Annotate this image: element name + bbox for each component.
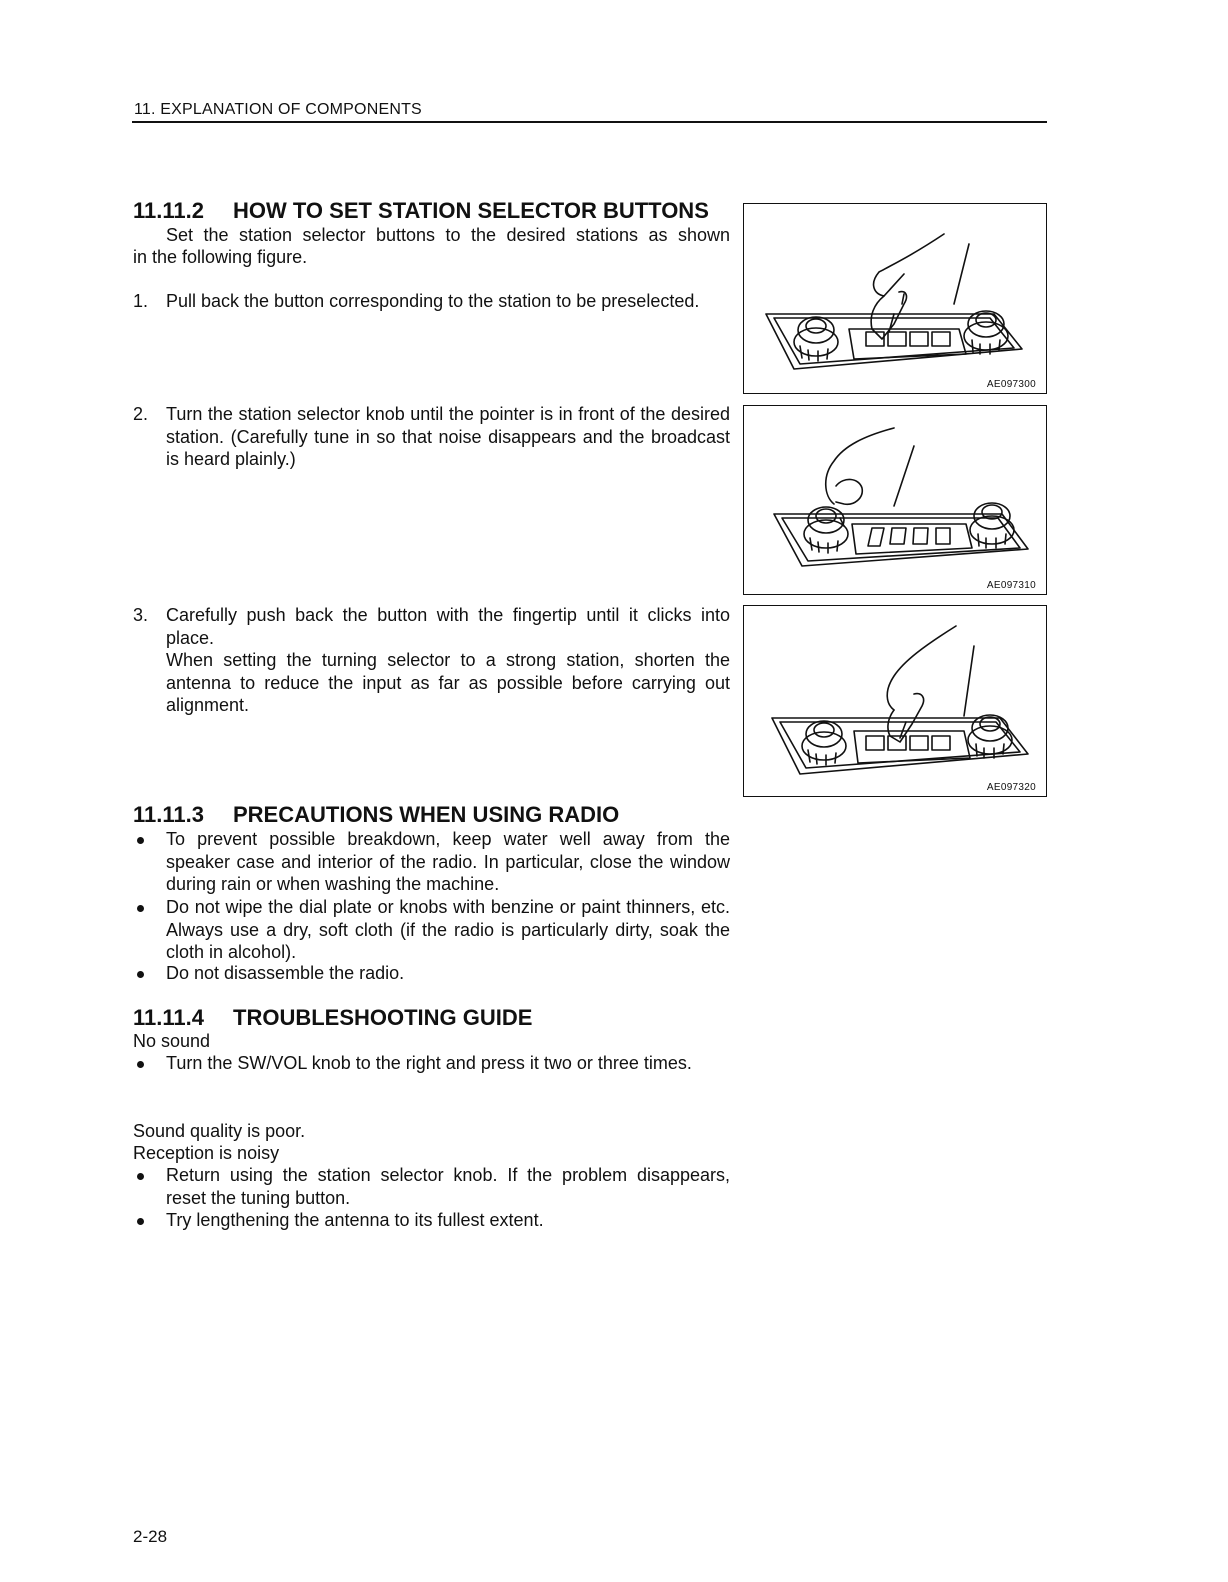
problem-no-sound: No sound <box>133 1031 211 1051</box>
bullet-dot <box>137 1173 144 1180</box>
problem-sound-quality: Sound quality is poor. <box>133 1121 306 1141</box>
step-text: Pull back the button corresponding to the station to be preselected. <box>166 291 700 311</box>
step-number: 2. <box>133 404 149 424</box>
section-title: PRECAUTIONS WHEN USING RADIO <box>233 802 620 827</box>
section-heading-station-selector <box>133 198 709 224</box>
figure-code: AE097310 <box>986 580 1036 591</box>
step-text <box>166 604 730 717</box>
header-rule <box>132 121 1047 123</box>
remedy-text: Turn the SW/VOL knob to the right and press it two or three times. <box>166 1053 692 1073</box>
section-number: 11.11.4 <box>133 1005 204 1030</box>
intro-line-2: in the following figure. <box>133 247 308 267</box>
bullet-dot <box>137 1061 144 1068</box>
remedy-text: Return using the station selector knob. If the problem disappears, reset the tuning button. <box>166 1165 730 1208</box>
bullet-dot <box>137 971 144 978</box>
radio-illustration <box>744 406 1046 594</box>
bullet-dot <box>137 1218 144 1225</box>
figure-turn-knob <box>743 405 1047 595</box>
section-heading-precautions <box>133 802 619 828</box>
step-number: 3. <box>133 605 149 625</box>
step-text-part-2: When setting the turning selector to a strong station, shorten the antenna to reduce the input as far as possible before carrying out alignment. <box>166 650 730 715</box>
section-title: HOW TO SET STATION SELECTOR BUTTONS <box>233 198 709 223</box>
precaution-text: Do not wipe the dial plate or knobs with benzine or paint thinners, etc. Always use a dry, soft cloth (if the radio is particularly dirty, soak the cloth in alcohol). <box>166 897 730 962</box>
step-text: Turn the station selector knob until the pointer is in front of the desired station. (Carefully tune in so that noise disappears and the broadcast is heard plainly.) <box>166 404 730 469</box>
bullet-dot <box>137 905 144 912</box>
section-heading-troubleshooting <box>133 1005 532 1031</box>
problem-reception: Reception is noisy <box>133 1143 280 1163</box>
figure-code: AE097300 <box>986 379 1036 390</box>
figure-push-button <box>743 605 1047 797</box>
running-header: 11. EXPLANATION OF COMPONENTS <box>134 101 422 118</box>
precaution-text: To prevent possible breakdown, keep water well away from the speaker case and interior of the radio. In particular, close the window during rain or when washing the machine. <box>166 829 730 894</box>
radio-illustration <box>744 606 1046 796</box>
section-number: 11.11.2 <box>133 198 204 223</box>
page-number: 2-28 <box>133 1527 168 1546</box>
radio-illustration <box>744 204 1046 393</box>
section-number: 11.11.3 <box>133 802 204 827</box>
bullet-dot <box>137 837 144 844</box>
section-title: TROUBLESHOOTING GUIDE <box>233 1005 533 1030</box>
step-text-part-1: Carefully push back the button with the fingertip until it clicks into place. <box>166 605 730 648</box>
figure-code: AE097320 <box>986 782 1036 793</box>
figure-pull-button <box>743 203 1047 394</box>
precaution-text: Do not disassemble the radio. <box>166 963 405 983</box>
intro-line-1: Set the station selector buttons to the desired stations as shown <box>166 225 730 245</box>
remedy-text: Try lengthening the antenna to its fullest extent. <box>166 1210 544 1230</box>
step-number: 1. <box>133 291 149 311</box>
